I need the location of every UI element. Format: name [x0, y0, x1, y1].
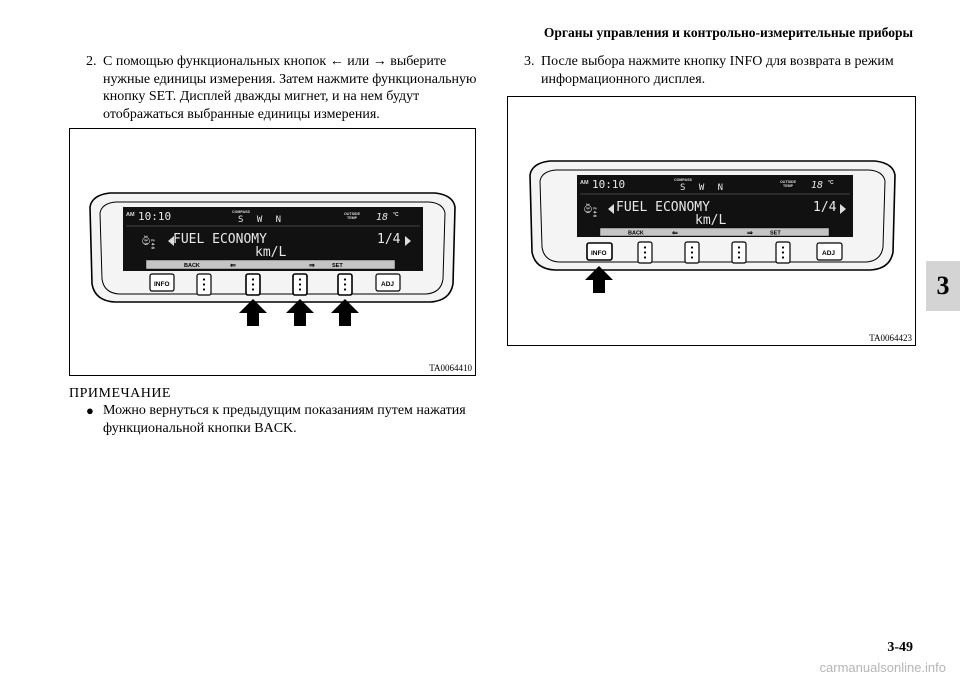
adj-button-label: ADJ	[822, 250, 836, 257]
step-text: С помощью функциональных кнопок ← или → выберите нужные единицы измерения. Затем нажмите функциональную кнопку SET. Дисплей дважды мигнет, и на нем будут отображаться выбранные единицы измерения.	[103, 54, 477, 122]
figure-display-units	[69, 128, 476, 376]
display-line-2: km/L	[255, 245, 287, 260]
bullet-icon: ●	[86, 403, 94, 418]
set-softkey-label: SET	[332, 263, 343, 269]
am-label: AM	[126, 212, 135, 218]
info-button-label: INFO	[154, 281, 170, 288]
right-arrow-softkey-label: ⇒	[309, 262, 315, 270]
back-softkey-label: BACK	[628, 230, 644, 237]
outside-temp-label-2: TEMP	[347, 216, 357, 220]
arrow-up-icon	[331, 299, 359, 326]
step-number: 3.	[524, 54, 535, 69]
chapter-tab: 3	[926, 261, 960, 311]
am-label: AM	[580, 180, 589, 186]
clock-readout: 10:10	[138, 210, 172, 223]
display-line-1: FUEL ECONOMY	[616, 200, 710, 215]
note-item	[86, 402, 476, 437]
left-arrow-softkey-label: ⇐	[672, 230, 678, 237]
display-page-indicator: 1/4	[813, 200, 837, 215]
note-text: Можно вернуться к предыдущим показаниям путем нажатия функциональной кнопки BACK.	[103, 403, 466, 436]
outside-temp-label: OUTSIDE	[780, 180, 796, 184]
clock-readout: 10:10	[592, 178, 626, 191]
watermark: carmanualsonline.info	[819, 660, 946, 675]
figure-info-return	[507, 96, 916, 346]
compass-label: COMPASS	[674, 178, 692, 182]
arrow-up-icon	[239, 299, 267, 326]
figure-code: TA0064423	[869, 333, 912, 343]
multi-info-display-illustration	[70, 129, 475, 375]
running-header: Органы управления и контрольно-измерительные приборы	[543, 25, 913, 40]
left-arrow-softkey-label: ⇐	[230, 262, 236, 270]
gear-column-left: 1 3 5	[143, 235, 149, 246]
display-page-indicator: 1/4	[377, 232, 401, 247]
gear-column-left: 1 3 5	[585, 203, 591, 214]
right-arrow-softkey-label: ⇒	[747, 230, 753, 237]
compass-reading: S W N	[680, 183, 728, 193]
outside-temp-label: OUTSIDE	[344, 212, 360, 216]
step-number: 2.	[86, 54, 97, 69]
compass-label: COMPASS	[232, 210, 250, 214]
figure-code: TA0064410	[429, 363, 472, 373]
arrow-up-icon	[286, 299, 314, 326]
note-heading: ПРИМЕЧАНИЕ	[69, 386, 171, 401]
step-2	[86, 53, 486, 123]
display-line-1: FUEL ECONOMY	[173, 232, 267, 247]
adj-button-label: ADJ	[381, 281, 395, 288]
set-softkey-label: SET	[770, 230, 781, 237]
outside-temp-label-2: TEMP	[783, 184, 793, 188]
temp-unit: °C	[393, 212, 399, 218]
temp-readout: 18	[376, 212, 389, 223]
display-line-2: km/L	[695, 213, 727, 228]
back-softkey-label: BACK	[184, 263, 200, 269]
gear-column-right: 2 4 6	[150, 239, 156, 250]
temp-readout: 18	[811, 180, 824, 191]
gear-column-right: 2 4 6	[592, 207, 598, 218]
page-number: 3-49	[887, 640, 913, 655]
multi-info-display-illustration	[508, 97, 915, 345]
step-text: После выбора нажмите кнопку INFO для возврата в режим информационного дисплея.	[541, 54, 894, 87]
info-button-label: INFO	[591, 250, 607, 257]
compass-reading: S W N	[238, 215, 286, 225]
step-3	[524, 53, 904, 88]
temp-unit: °C	[828, 180, 834, 186]
